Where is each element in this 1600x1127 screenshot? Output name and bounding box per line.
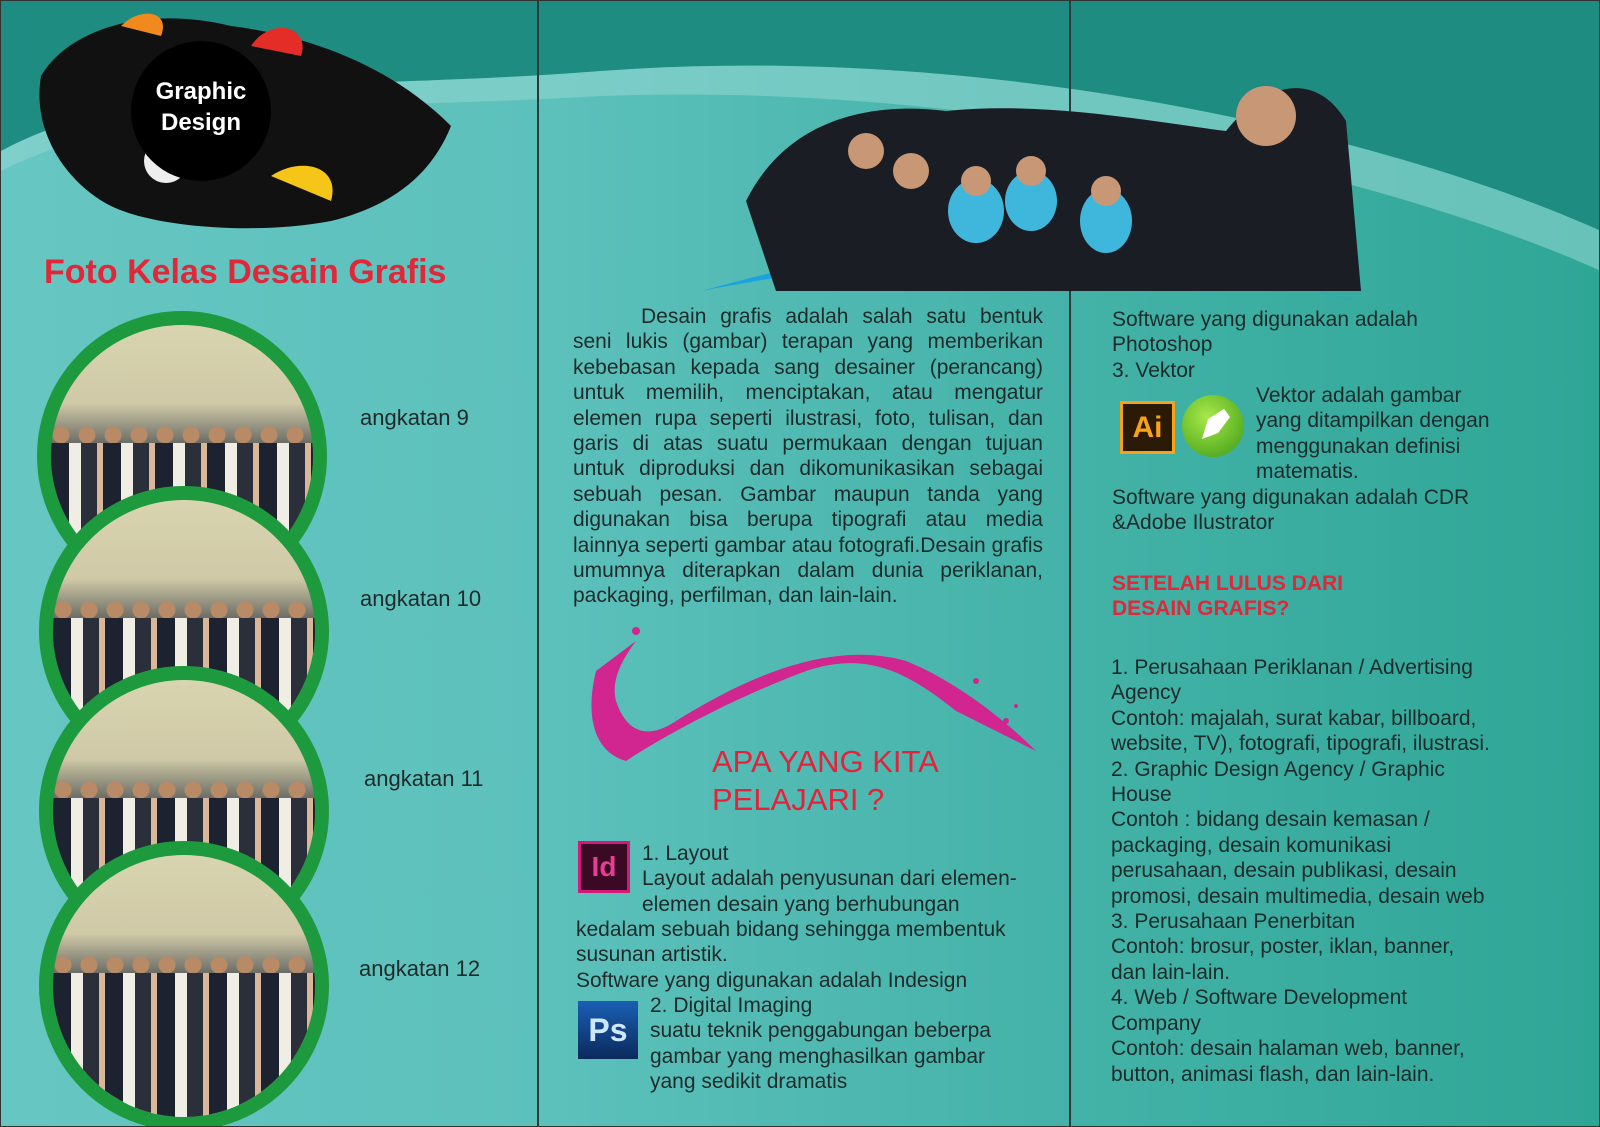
layout-software: Software yang digunakan adalah Indesign xyxy=(576,968,968,992)
vektor-software: &Adobe Ilustrator xyxy=(1112,511,1275,535)
logo-text-line1: Graphic xyxy=(155,78,247,105)
photoshop-software: Photoshop xyxy=(1112,333,1213,357)
illustrator-icon: Ai xyxy=(1120,401,1175,454)
career-line: Contoh: brosur, poster, iklan, banner, xyxy=(1111,935,1455,959)
learn-heading-line1: APA YANG KITA xyxy=(712,744,939,779)
vektor-desc: yang ditampilkan dengan xyxy=(1256,409,1490,433)
layout-desc: Layout adalah penyusunan dari elemen- xyxy=(642,867,1017,891)
career-line: dan lain-lain. xyxy=(1111,960,1231,984)
career-line: 4. Web / Software Development xyxy=(1111,986,1408,1010)
career-line: website, TV), fotografi, tipografi, ilustrasi. xyxy=(1111,732,1490,756)
career-line: 3. Perusahaan Penerbitan xyxy=(1111,910,1356,934)
career-line: promosi, desain multimedia, desain web xyxy=(1111,884,1485,908)
class-photo-12 xyxy=(39,841,329,1127)
class-label: angkatan 11 xyxy=(364,766,484,791)
career-line: House xyxy=(1111,783,1172,807)
career-line: Contoh: desain halaman web, banner, xyxy=(1111,1037,1465,1061)
vektor-desc: matematis. xyxy=(1256,460,1359,484)
layout-title: 1. Layout xyxy=(642,842,729,865)
vektor-desc: menggunakan definisi xyxy=(1256,434,1461,458)
imaging-desc: gambar yang menghasilkan gambar xyxy=(650,1044,986,1068)
careers-heading: DESAIN GRAFIS? xyxy=(1112,597,1290,620)
career-line: 2. Graphic Design Agency / Graphic xyxy=(1111,757,1445,781)
career-line: Contoh : bidang desain kemasan / xyxy=(1111,808,1430,832)
imaging-title: 2. Digital Imaging xyxy=(650,994,813,1017)
graphic-design-logo xyxy=(11,6,461,231)
career-line: Contoh: majalah, surat kabar, billboard, xyxy=(1111,706,1477,730)
vektor-desc: Vektor adalah gambar xyxy=(1256,384,1462,407)
learn-heading-line2: PELAJARI ? xyxy=(712,782,885,817)
careers-list xyxy=(1111,655,1490,1087)
career-line: 1. Perusahaan Periklanan / Advertising xyxy=(1111,656,1473,679)
intro-paragraph: Desain grafis adalah salah satu bentuk seni lukis (gambar) terapan yang memberikan kebebasan kepada sang desainer (perancang) untuk memilih, menciptakan, atau mengatur elemen rupa seperti ilustrasi, foto, tulisan, dan garis di atas suatu permukaan dengan tujuan untuk diproduksi dan dikomunikasikan sebagai sebuah pesan. Gambar maupun tanda yang digunakan bisa berupa tipografi atau media lainnya seperti gambar atau fotografi.Desain grafis umumnya diterapkan dalam dunia periklanan, packaging, perfilman, dan lain-lain. xyxy=(573,305,1043,608)
career-line: packaging, desain komunikasi xyxy=(1111,833,1392,857)
career-line: Company xyxy=(1111,1011,1201,1035)
left-panel-title: Foto Kelas Desain Grafis xyxy=(44,253,447,291)
indesign-icon: Id xyxy=(578,841,630,893)
layout-desc: elemen desain yang berhubungan xyxy=(642,892,960,916)
layout-desc: kedalam sebuah bidang sehingga membentuk xyxy=(576,918,1006,941)
vektor-software: Software yang digunakan adalah CDR xyxy=(1112,486,1470,509)
students-group-photo xyxy=(746,61,1376,291)
logo-text-line2: Design xyxy=(160,109,241,136)
photoshop-icon: Ps xyxy=(578,1001,638,1059)
class-label: angkatan 10 xyxy=(360,586,482,611)
career-line: button, animasi flash, dan lain-lain. xyxy=(1111,1062,1435,1086)
panel-divider xyxy=(537,1,539,1127)
career-line: Agency xyxy=(1111,681,1182,705)
career-line: perusahaan, desain publikasi, desain xyxy=(1111,859,1457,883)
photoshop-software: Software yang digunakan adalah xyxy=(1112,308,1418,331)
layout-desc: susunan artistik. xyxy=(576,943,728,967)
vektor-title: 3. Vektor xyxy=(1112,358,1195,382)
class-label: angkatan 9 xyxy=(360,405,469,430)
imaging-desc: suatu teknik penggabungan beberpa xyxy=(650,1019,991,1043)
imaging-desc: yang sedikit dramatis xyxy=(650,1070,848,1094)
class-label: angkatan 12 xyxy=(359,956,481,981)
coreldraw-icon xyxy=(1182,395,1244,457)
careers-heading: SETELAH LULUS DARI xyxy=(1112,572,1343,595)
